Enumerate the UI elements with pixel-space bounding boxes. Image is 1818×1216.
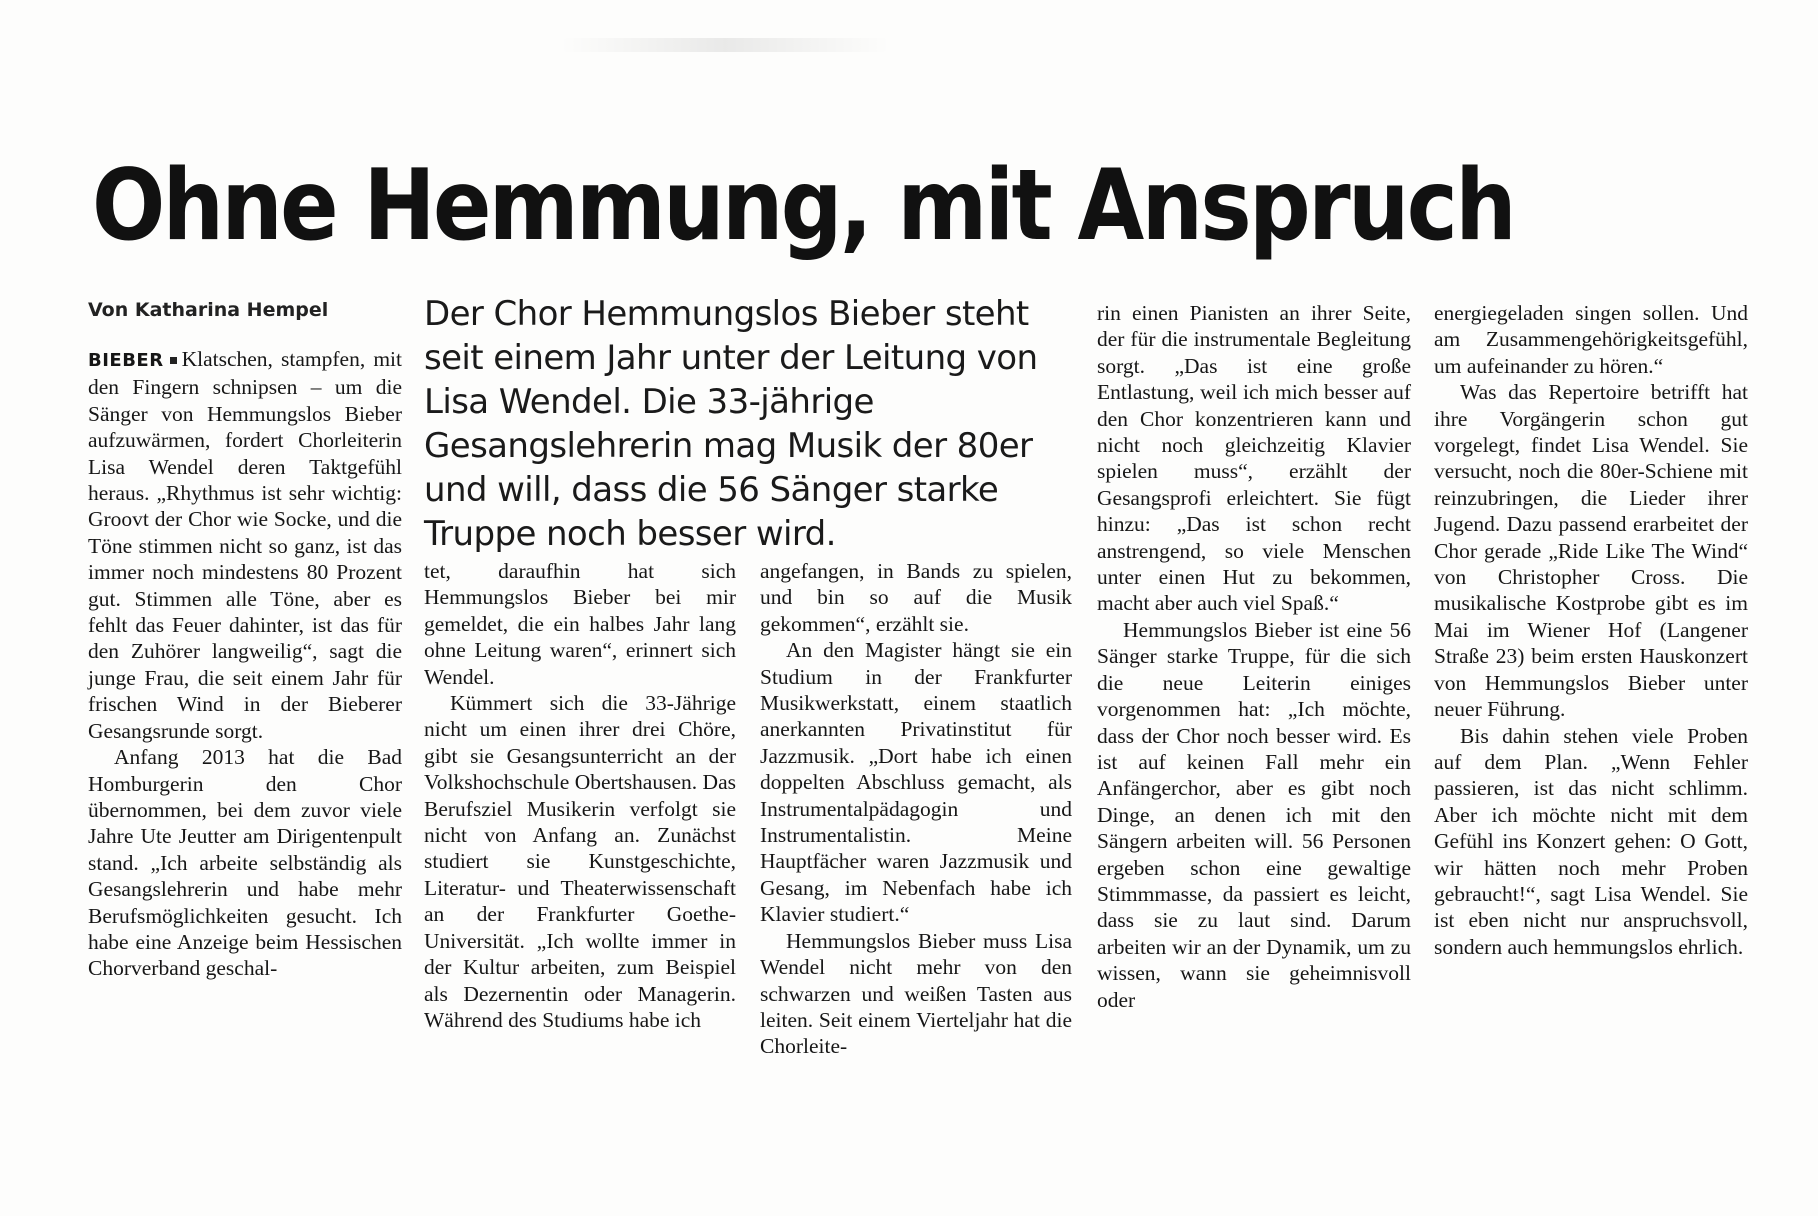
- paragraph: energiegeladen singen sollen. Und am Zusammengehörigkeitsgefühl, um aufeinander zu hören.“: [1434, 301, 1748, 378]
- paragraph: Kümmert sich die 33-Jährige nicht um einen ihrer drei Chöre, gibt sie Gesangsunterricht an der Volkshochschule Obertshausen. Das Berufsziel Musikerin verfolgt sie nicht von Anfang an. Zunächst studiert sie Kunstgeschichte, Literatur- und Theaterwissenschaft an der Frankfurter Goethe-Universität. „Ich wollte immer in der Kultur arbeiten, zum Beispiel als Dezernentin oder Managerin. Während des Studiums habe ich: [424, 691, 736, 1032]
- dateline-square-icon: [170, 357, 177, 364]
- article-headline: Ohne Hemmung, mit Anspruch: [92, 149, 1514, 263]
- paragraph: Hemmungslos Bieber ist eine 56 Sänger starke Truppe, für die sich die neue Leiterin einiges vorgenommen hat: „Ich möchte, dass der Chor noch besser wird. Es ist auf keinen Fall mehr ein Anfängerchor, aber es gibt noch Dinge, an denen ich mit den Sängern arbeiten will. 56 Personen ergeben schon eine gewaltige Stimmmasse, da passiert es leicht, dass sie zu laut sind. Darum arbeiten wir an der Dynamik, um zu wissen, wann sie geheimnisvoll oder: [1097, 617, 1411, 1012]
- paragraph: Anfang 2013 hat die Bad Homburgerin den Chor übernommen, bei dem zuvor viele Jahre Ute Jeutter am Dirigentenpult stand. „Ich arbeite selbständig als Gesangslehrerin und habe mehr Berufsmöglichkeiten gesucht. Ich habe eine Anzeige beim Hessischen Chorverband geschal-: [88, 745, 402, 981]
- text-column-5: [1434, 300, 1748, 960]
- paragraph: Hemmungslos Bieber muss Lisa Wendel nicht mehr von den schwarzen und weißen Tasten aus leiten. Seit einem Vierteljahr hat die Chorleite-: [760, 928, 1072, 1059]
- text-column-4: [1097, 300, 1411, 1013]
- paragraph: Bis dahin stehen viele Proben auf dem Plan. „Wenn Fehler passieren, ist das nicht schlimm. Aber ich möchte nicht mit dem Gefühl ins Konzert gehen: O Gott, wir hätten noch mehr Proben gebraucht!“, sagt Lisa Wendel. Sie ist eben nicht nur anspruchsvoll, sondern auch hemmungslos ehrlich.: [1434, 723, 1748, 959]
- article-dateline: BIEBER: [88, 350, 164, 371]
- paragraph-text: Klatschen, stampfen, mit den Fingern schnipsen – um die Sänger von Hemmungslos Bieber aufzuwärmen, fordert Chorleiterin Lisa Wendel deren Taktgefühl heraus. „Rhythmus ist sehr wichtig: Groovt der Chor wie Socke, und die Töne stimmen nicht so ganz, ist das immer noch mindestens 80 Prozent gut. Stimmen alle Töne, aber es fehlt das Feuer dahinter, ist das für den Zuhörer langweilig“, sagt die junge Frau, die seit einem Jahr für frischen Wind in der Bieberer Gesangsrunde sorgt.: [88, 347, 402, 743]
- article-lead: Der Chor Hemmungslos Bieber steht seit einem Jahr unter der Leitung von Lisa Wendel. Die 33-jährige Gesangslehrerin mag Musik der 80er und will, dass die 56 Sänger starke Truppe noch besser wird.: [424, 294, 1038, 554]
- text-column-2: [424, 558, 736, 1033]
- text-column-1: [88, 346, 402, 982]
- paragraph: Was das Repertoire betrifft hat ihre Vorgängerin schon gut vorgelegt, findet Lisa Wendel. Sie versucht, noch die 80er-Schiene mit reinzubringen, die Lieder ihrer Jugend. Dazu passend erarbeitet der Chor gerade „Ride Like The Wind“ von Christopher Cross. Die musikalische Kostprobe gibt es im Mai im Wiener Hof (Langener Straße 23) beim ersten Hauskonzert von Hemmungslos Bieber unter neuer Führung.: [1434, 380, 1748, 722]
- article-byline: Von Katharina Hempel: [88, 299, 329, 321]
- paragraph: An den Magister hängt sie ein Studium in der Frankfurter Musikwerkstatt, einem staatlich anerkannten Privatinstitut für Jazzmusik. „Dort habe ich einen doppelten Abschluss gemacht, als Instrumentalpädagogin und Instrumentalistin. Meine Hauptfächer waren Jazzmusik und Gesang, im Nebenfach habe ich Klavier studiert.“: [760, 638, 1072, 927]
- paragraph: [88, 346, 402, 744]
- text-column-3: [760, 558, 1072, 1060]
- paragraph: tet, daraufhin hat sich Hemmungslos Bieber bei mir gemeldet, die ein halbes Jahr lang ohne Leitung waren“, erinnert sich Wendel.: [424, 559, 736, 689]
- print-smear: [560, 38, 890, 52]
- paragraph: angefangen, in Bands zu spielen, und bin so auf die Musik gekommen“, erzählt sie.: [760, 559, 1072, 636]
- paragraph: rin einen Pianisten an ihrer Seite, der für die instrumentale Begleitung sorgt. „Das ist eine große Entlastung, weil ich mich besser auf den Chor konzentrieren kann und nicht noch gleichzeitig Klavier spielen muss“, erzählt der Gesangsprofi erleichtert. Sie fügt hinzu: „Das ist schon recht anstrengend, so viele Menschen unter einen Hut zu bekommen, macht aber auch viel Spaß.“: [1097, 301, 1411, 616]
